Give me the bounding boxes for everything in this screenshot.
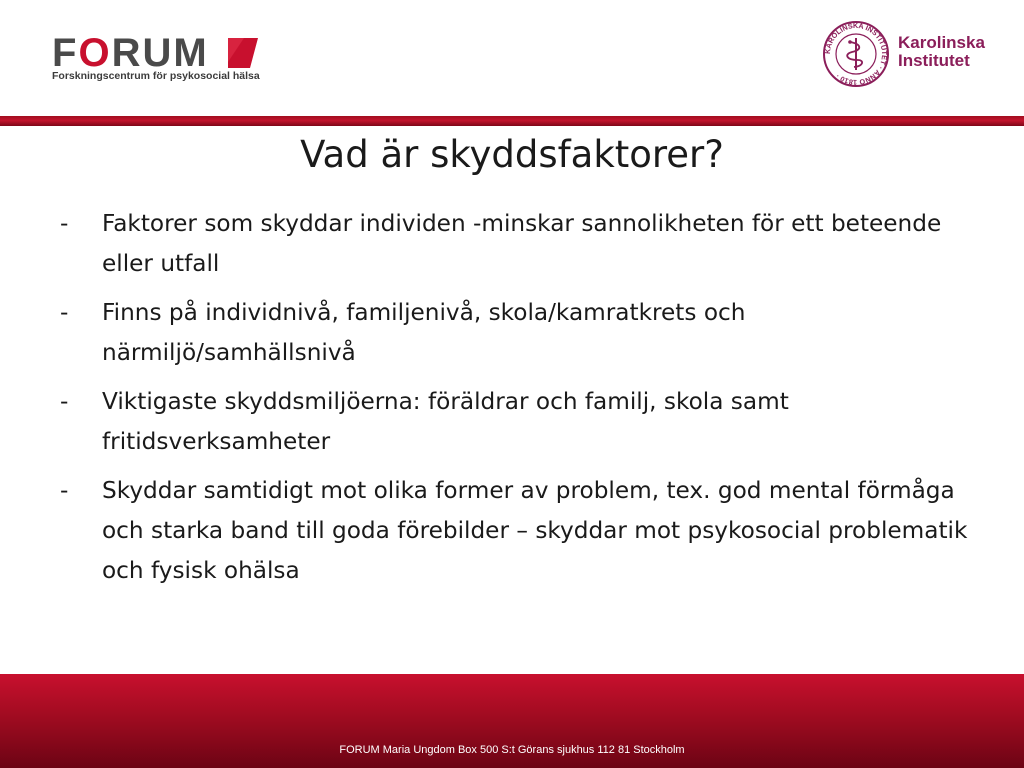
- forum-letter-o: O: [78, 31, 112, 75]
- karolinska-seal-icon: [822, 20, 890, 88]
- bullet-dash: -: [60, 388, 69, 415]
- footer-address: FORUM Maria Ungdom Box 500 S:t Görans sjukhus 112 81 Stockholm: [339, 744, 685, 756]
- forum-letter-f: F: [52, 31, 79, 75]
- karolinska-logo: [822, 20, 992, 88]
- forum-letters-rum: RUM: [111, 31, 209, 75]
- karolinska-seal-text: KAROLINSKA INSTITUTET · ANNO 1810 ·: [822, 20, 890, 88]
- bullet-dash: -: [60, 210, 69, 237]
- bullet-text: Skyddar samtidigt mot olika former av problem, tex. god mental förmåga och starka band till goda förebilder – skyddar mot psykosocial problematik och fysisk ohälsa: [102, 477, 968, 584]
- footer-band: [0, 674, 1024, 768]
- bullet-text: Faktorer som skyddar individen -minskar sannolikheten för ett beteende eller utfall: [102, 210, 942, 277]
- header-divider: [0, 116, 1024, 126]
- bullet-dash: -: [60, 477, 69, 504]
- bullet-item: [60, 293, 980, 373]
- karolinska-name: [898, 34, 985, 70]
- forum-wordmark: [52, 31, 209, 75]
- bullet-dash: -: [60, 299, 69, 326]
- bullet-text: Viktigaste skyddsmiljöerna: föräldrar och familj, skola samt fritidsverksamheter: [102, 388, 789, 455]
- karolinska-name-line2: Institutet: [898, 51, 970, 70]
- forum-logo: [52, 31, 272, 86]
- bullet-item: [60, 382, 980, 462]
- karolinska-name-line1: Karolinska: [898, 33, 985, 52]
- bullet-text: Finns på individnivå, familjenivå, skola/kamratkrets och närmiljö/samhällsnivå: [102, 299, 746, 366]
- bullet-item: [60, 204, 980, 284]
- bullet-item: [60, 471, 980, 591]
- slide-title: Vad är skyddsfaktorer?: [300, 133, 724, 176]
- bullet-list: [60, 204, 980, 600]
- forum-flag-icon: [228, 38, 258, 68]
- forum-subtitle: Forskningscentrum för psykosocial hälsa: [52, 70, 260, 82]
